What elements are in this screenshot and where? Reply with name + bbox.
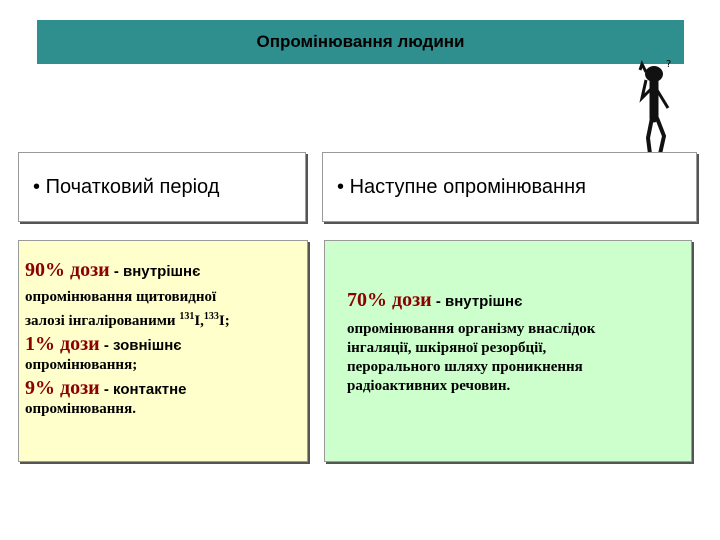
right-paragraph: 70% дози - внутрішнє опромінювання організму внаслідок інгаляції, шкіряної резорбції, перорального шляху проникнення радіоактивних речовин. <box>347 291 681 396</box>
right-line: інгаляції, шкіряної резорбції, <box>347 340 547 356</box>
left-paragraph-3: 9% дози - контактне опромінювання. <box>25 377 187 417</box>
right-info-panel <box>324 240 692 462</box>
thinking-figure-icon <box>630 58 690 158</box>
left-column-header <box>18 152 306 222</box>
dose-percent-9: 9% дози <box>25 377 100 399</box>
title-bar <box>37 20 684 64</box>
right-column-header <box>322 152 697 222</box>
bullet-icon: • <box>33 175 41 198</box>
page-title: Опромінювання людини <box>256 32 465 51</box>
left-paragraph-2: 1% дози - зовнішнє опромінювання; <box>25 333 182 373</box>
svg-text:?: ? <box>666 59 672 70</box>
dose-percent-70: 70% дози <box>347 289 432 311</box>
bullet-icon: • <box>337 175 345 198</box>
dose-percent-1: 1% дози <box>25 333 100 355</box>
dose-percent-90: 90% дози <box>25 259 110 281</box>
left-info-panel <box>18 240 308 462</box>
right-line: радіоактивних речовин. <box>347 378 511 394</box>
right-header-label: Наступне опромінювання <box>349 175 586 198</box>
right-line: опромінювання організму внаслідок <box>347 321 596 337</box>
left-header-label: Початковий період <box>45 175 220 198</box>
left-paragraph-1: 90% дози - внутрішнє опромінювання щитовидної залозі інгалірованими $^{131}$I,$^{133}$I; <box>25 259 230 329</box>
right-line: перорального шляху проникнення <box>347 359 583 375</box>
